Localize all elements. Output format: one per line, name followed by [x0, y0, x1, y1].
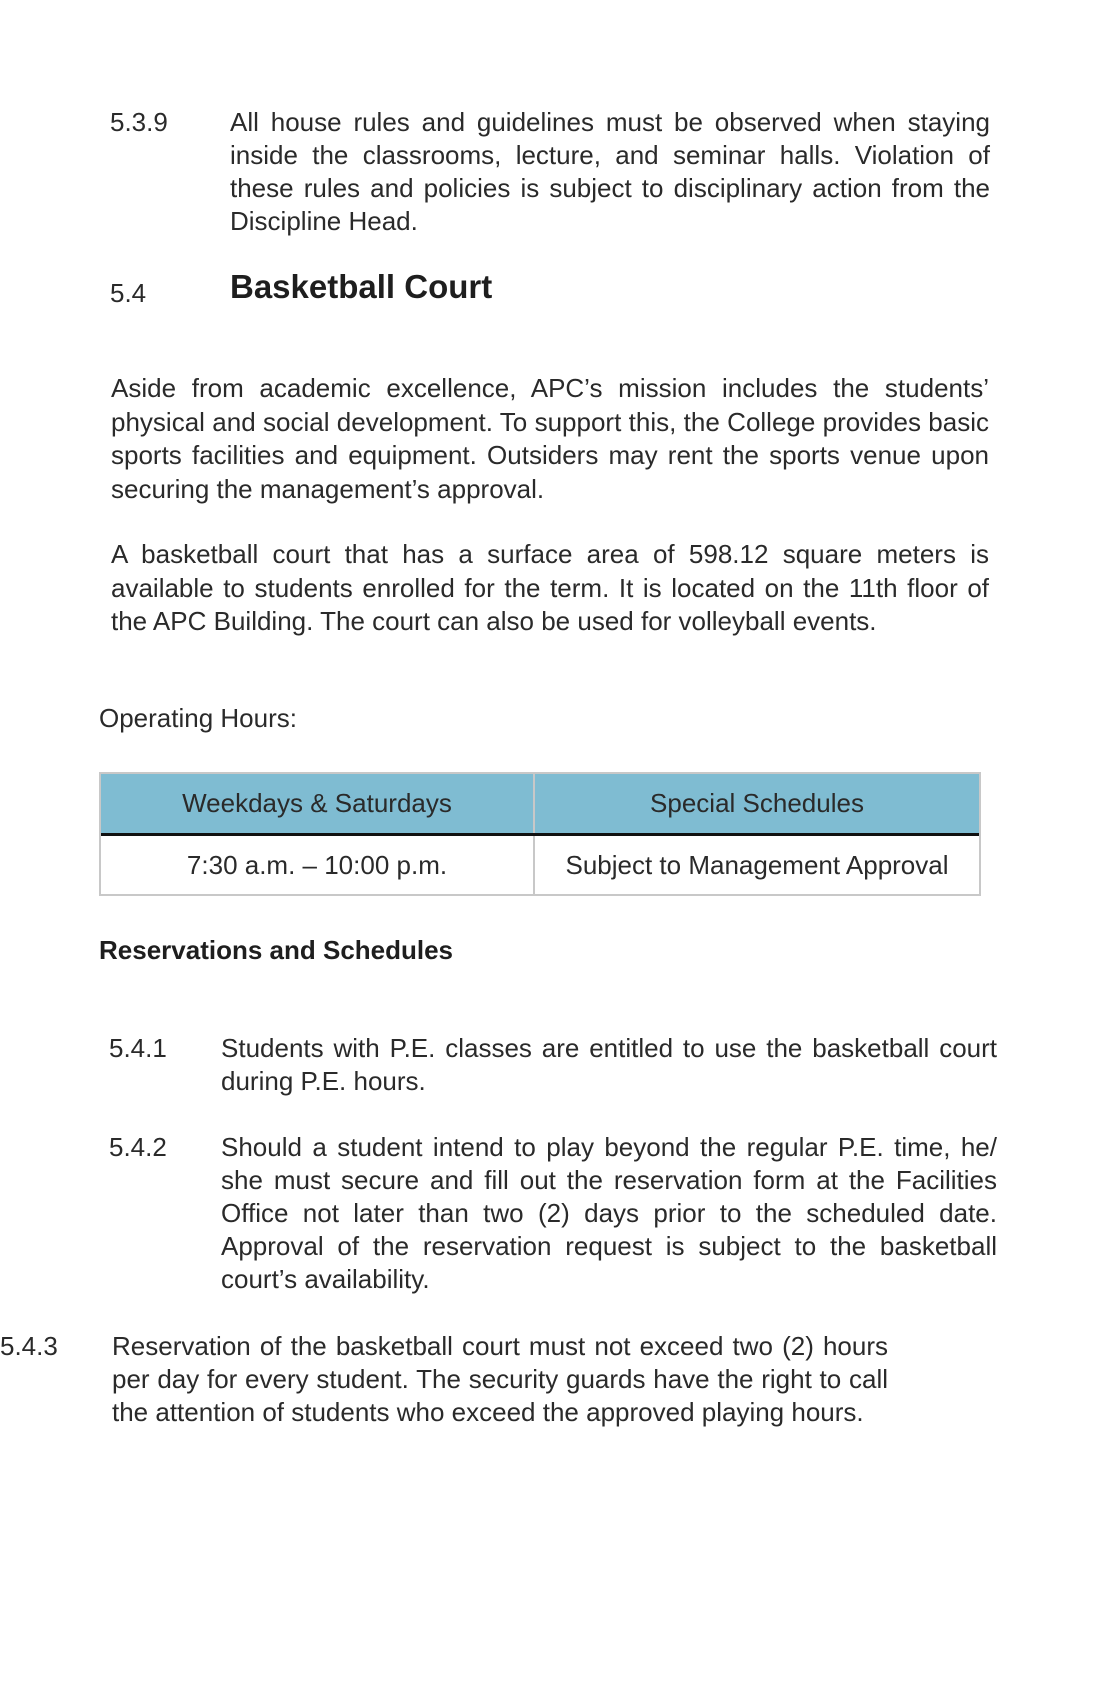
table-row: [101, 836, 979, 894]
section-number: 5.4: [110, 278, 147, 308]
intro-paragraph: Aside from academic excellence, APC’s mission includes the students’ physical and social development. To support this, the College provides basic sports facilities and equipment. Outsiders may rent the sports venue upon securing the management’s approval.: [111, 373, 989, 504]
rule-number: 5.3.9: [110, 107, 168, 137]
rule-text: All house rules and guidelines must be observed when staying inside the classrooms, lecture, and seminar halls. Violation of these rules and policies is subject to disciplinary action from the Discipline Head.: [230, 107, 990, 236]
rule-number: 5.4.1: [109, 1033, 167, 1063]
operating-hours-table: [99, 772, 981, 896]
rule-text: Students with P.E. classes are entitled to use the basketball court during P.E. hours.: [221, 1033, 997, 1096]
rule-number: 5.4.2: [109, 1132, 167, 1162]
operating-hours-label: Operating Hours:: [99, 703, 297, 733]
rule-number: 5.4.3: [0, 1331, 58, 1361]
rule-text: Reservation of the basketball court must not exceed two (2) hours per day for every student. The security guards have the right to call the attention of students who exceed the approved playing hours.: [112, 1331, 888, 1427]
cell-special-schedule: Subject to Management Approval: [565, 849, 949, 880]
reservations-heading: Reservations and Schedules: [99, 935, 454, 965]
rule-text: Should a student intend to play beyond the regular P.E. time, he/ she must secure and fill out the reservation form at the Facilities Office not later than two (2) days prior to the scheduled date. Approval of the reservation request is subject to the basketball court’s availability.: [221, 1132, 997, 1294]
section-title: Basketball Court: [230, 268, 493, 305]
table-header-row: [101, 774, 979, 836]
header-weekdays: Weekdays & Saturdays: [101, 774, 535, 833]
court-description-paragraph: A basketball court that has a surface area of 598.12 square meters is available to students enrolled for the term. It is located on the 11th floor of the APC Building. The court can also be used for volleyball events.: [111, 539, 989, 636]
header-special-schedules: Special Schedules: [650, 788, 864, 818]
cell-weekday-hours: 7:30 a.m. – 10:00 p.m.: [101, 836, 535, 894]
